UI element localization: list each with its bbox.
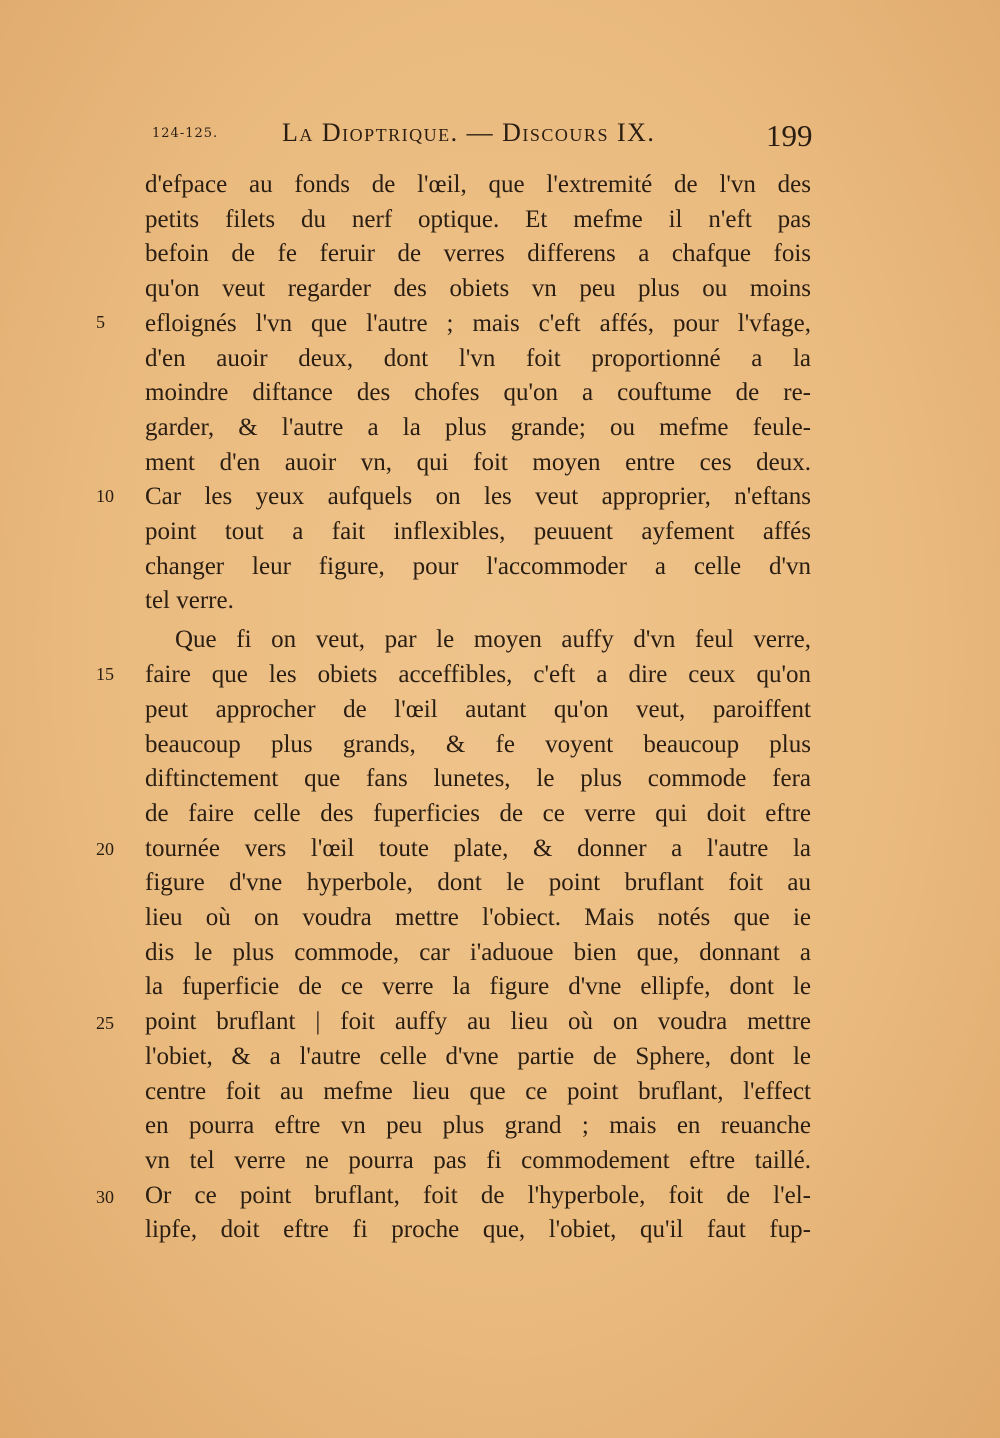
text-line: vn tel verre ne pourra pas fi commodement eftre taillé. [145, 1146, 811, 1174]
running-head [0, 118, 1000, 154]
text-line: figure d'vne hyperbole, dont le point bruflant foit au [145, 869, 811, 897]
text-line: moindre diftance des chofes qu'on a couftume de re- [145, 379, 811, 407]
text-line: faire que les obiets acceffibles, c'eft a dire ceux qu'on [145, 661, 811, 689]
text-line: lipfe, doit eftre fi proche que, l'obiet, qu'il faut fup- [145, 1216, 811, 1244]
line-number: 25 [96, 1013, 114, 1033]
line-number: 30 [96, 1187, 114, 1207]
text-line: centre foit au mefme lieu que ce point bruflant, l'effect [145, 1077, 811, 1105]
text-line: dis le plus commode, car i'aduoue bien que, donnant a [145, 938, 811, 966]
line-number: 20 [96, 839, 114, 859]
text-line: d'efpace au fonds de l'œil, que l'extremité de l'vn des [145, 171, 811, 198]
text-line: la fuperficie de ce verre la figure d'vne ellipfe, dont le [145, 973, 811, 1001]
text-line: ment d'en auoir vn, qui foit moyen entre ces deux. [145, 448, 811, 476]
text-line: Que fi on veut, par le moyen auffy d'vn feul verre, [175, 626, 811, 654]
text-line: point tout a fait inflexibles, peuuent ayfement affés [145, 518, 811, 545]
text-line: point bruflant | foit auffy au lieu où on voudra mettre [145, 1008, 811, 1036]
text-line: changer leur figure, pour l'accommoder a celle d'vn [145, 552, 811, 580]
line-number: 10 [96, 486, 114, 506]
text-line: Or ce point bruflant, foit de l'hyperbole, foit de l'el- [145, 1181, 811, 1209]
text-line: peut approcher de l'œil autant qu'on veut, paroiffent [145, 695, 811, 723]
text-line: befoin de fe feruir de verres differens a chafque fois [145, 240, 811, 268]
text-line: Car les yeux aufquels on les veut approprier, n'eftans [145, 483, 811, 511]
text-line: d'en auoir deux, dont l'vn foit proportionné a la [145, 344, 811, 372]
text-line: beaucoup plus grands, & fe voyent beaucoup plus [145, 730, 811, 758]
text-line: garder, & l'autre a la plus grande; ou mefme feule- [145, 413, 811, 441]
page-number: 199 [766, 118, 813, 153]
line-number: 5 [96, 312, 105, 332]
text-line: qu'on veut regarder des obiets vn peu plus ou moins [145, 275, 811, 303]
text-line: petits filets du nerf optique. Et mefme il n'eft pas [145, 205, 811, 233]
text-line: efloignés l'vn que l'autre ; mais c'eft affés, pour l'vfage, [145, 309, 811, 337]
running-title: La Dioptrique. — Discours IX. [282, 118, 656, 147]
line-number: 15 [96, 664, 114, 684]
text-line: tournée vers l'œil toute plate, & donner a l'autre la [145, 834, 811, 862]
text-line: tel verre. [145, 587, 234, 615]
page-range: 124-125. [152, 126, 219, 141]
text-line: diftinctement que fans lunetes, le plus commode fera [145, 765, 811, 793]
text-line: lieu où on voudra mettre l'obiect. Mais notés que ie [145, 904, 811, 931]
text-line: de faire celle des fuperficies de ce verre qui doit eftre [145, 799, 811, 827]
text-line: en pourra eftre vn peu plus grand ; mais en reuanche [145, 1112, 811, 1140]
text-line: l'obiet, & a l'autre celle d'vne partie de Sphere, dont le [145, 1042, 811, 1070]
